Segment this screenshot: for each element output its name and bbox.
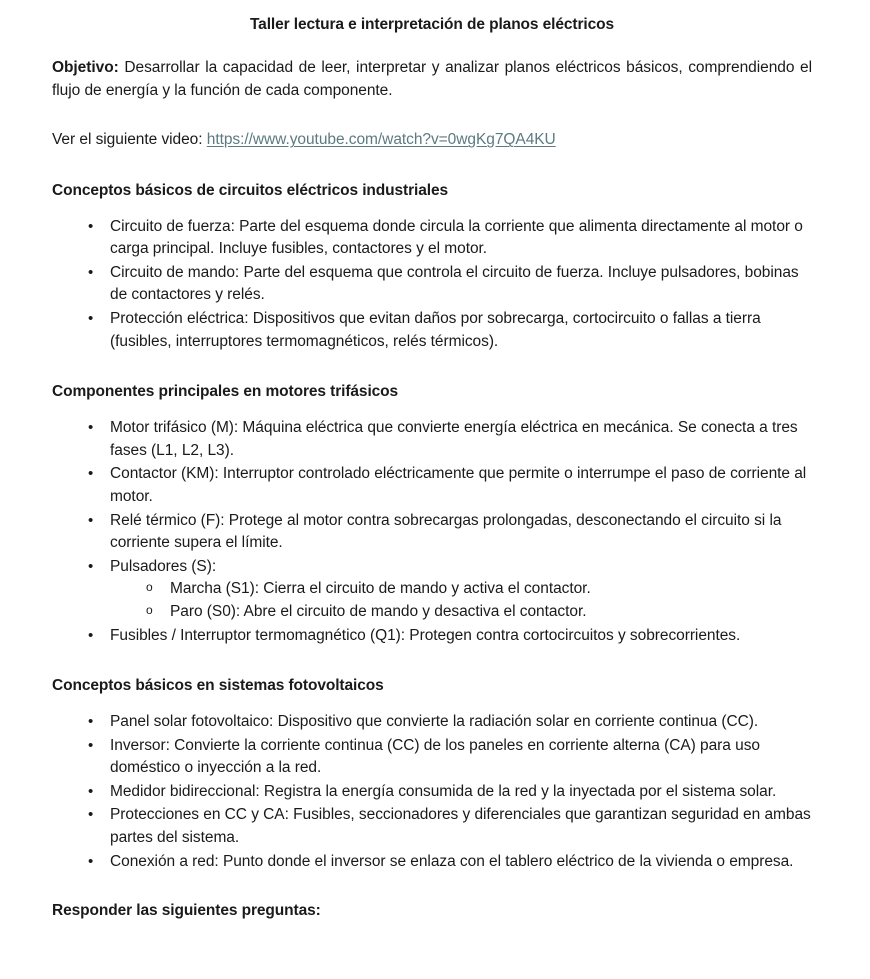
bullet-icon: • [88, 263, 94, 281]
list-fotovoltaicos [52, 711, 812, 873]
list-item-text: Circuito de fuerza: Parte del esquema donde circula la corriente que alimenta directamente al motor o carga principal. Incluye fusibles, contactores y el motor. [110, 217, 803, 258]
objective-text: Desarrollar la capacidad de leer, interpretar y analizar planos eléctricos básicos, comprendiendo el flujo de energía y la función de cada componente. [52, 58, 812, 100]
list-item [52, 735, 812, 780]
list-item [52, 556, 812, 624]
bullet-icon: • [88, 465, 94, 483]
circle-bullet-icon: o [146, 603, 153, 618]
page-title: Taller lectura e interpretación de planos eléctricos [249, 16, 615, 33]
bullet-icon: • [88, 736, 94, 754]
list-item [52, 781, 812, 804]
objective-paragraph [52, 56, 812, 103]
list-item [52, 463, 812, 508]
video-label: Ver el siguiente video: [52, 131, 207, 149]
list-item-text: Protección eléctrica: Dispositivos que evitan daños por sobrecarga, cortocircuito o fallas a tierra (fusibles, interruptores termomagnéticos, relés térmicos). [110, 310, 761, 350]
list-item [52, 625, 812, 648]
video-paragraph [52, 129, 812, 151]
list-item-text: Relé térmico (F): Protege al motor contra sobrecargas prolongadas, desconectando el circuito si la corriente supera el límite. [110, 511, 782, 552]
objective-label: Objetivo: [52, 58, 119, 76]
bullet-icon: • [88, 511, 94, 529]
section-heading-fotovoltaicos: Conceptos básicos en sistemas fotovoltaicos [52, 677, 384, 695]
list-item-text: Inversor: Convierte la corriente continua (CC) de los paneles en corriente alterna (CA) para uso doméstico o inyección a la red. [110, 736, 760, 777]
bullet-icon: • [88, 419, 94, 437]
sublist-item-text: Paro (S0): Abre el circuito de mando y desactiva el contactor. [170, 603, 587, 621]
bullet-icon: • [88, 557, 94, 575]
list-item-text: Medidor bidireccional: Registra la energía consumida de la red y la inyectada por el sistema solar. [110, 782, 777, 800]
bullet-icon: • [88, 782, 94, 800]
bullet-icon: • [88, 806, 94, 824]
sublist-item [110, 578, 812, 601]
list-item [52, 851, 812, 874]
sublist-item [110, 601, 812, 624]
list-circuitos [52, 216, 812, 354]
section-heading-componentes: Componentes principales en motores trifásicos [52, 383, 399, 401]
bullet-icon: • [88, 852, 94, 870]
bullet-icon: • [88, 712, 94, 730]
final-heading-preguntas: Responder las siguientes preguntas: [52, 902, 321, 920]
list-componentes [52, 417, 812, 647]
bullet-icon: • [88, 626, 94, 644]
list-item [52, 804, 812, 849]
list-item [52, 262, 812, 307]
list-item-text: Panel solar fotovoltaico: Dispositivo que convierte la radiación solar en corriente continua (CC). [110, 712, 759, 730]
circle-bullet-icon: o [146, 580, 153, 595]
list-item-text: Pulsadores (S): [110, 557, 217, 575]
list-item [52, 711, 812, 734]
list-item [52, 417, 812, 462]
bullet-icon: • [88, 217, 94, 235]
section-heading-circuitos: Conceptos básicos de circuitos eléctricos industriales [52, 181, 449, 199]
list-item [52, 216, 812, 261]
youtube-video-link[interactable]: https://www.youtube.com/watch?v=0wgKg7QA4KU [206, 131, 556, 149]
list-item [52, 510, 812, 555]
bullet-icon: • [88, 310, 94, 328]
list-item-text: Circuito de mando: Parte del esquema que controla el circuito de fuerza. Incluye pulsadores, bobinas de contactores y relés. [110, 263, 799, 304]
sublist-pulsadores [110, 578, 812, 623]
sublist-item-text: Marcha (S1): Cierra el circuito de mando y activa el contactor. [170, 580, 591, 598]
list-item-text: Conexión a red: Punto donde el inversor se enlaza con el tablero eléctrico de la vivienda o empresa. [110, 852, 794, 870]
list-item-text: Motor trifásico (M): Máquina eléctrica que convierte energía eléctrica en mecánica. Se conecta a tres fases (L1, L2, L3). [110, 419, 798, 459]
list-item-text: Protecciones en CC y CA: Fusibles, seccionadores y diferenciales que garantizan seguridad en ambas partes del sistema. [110, 806, 811, 847]
list-item-text: Contactor (KM): Interruptor controlado eléctricamente que permite o interrumpe el paso de corriente al motor. [110, 465, 807, 505]
list-item-text: Fusibles / Interruptor termomagnético (Q1): Protegen contra cortocircuitos y sobrecorrientes. [110, 626, 741, 644]
list-item [52, 308, 812, 353]
